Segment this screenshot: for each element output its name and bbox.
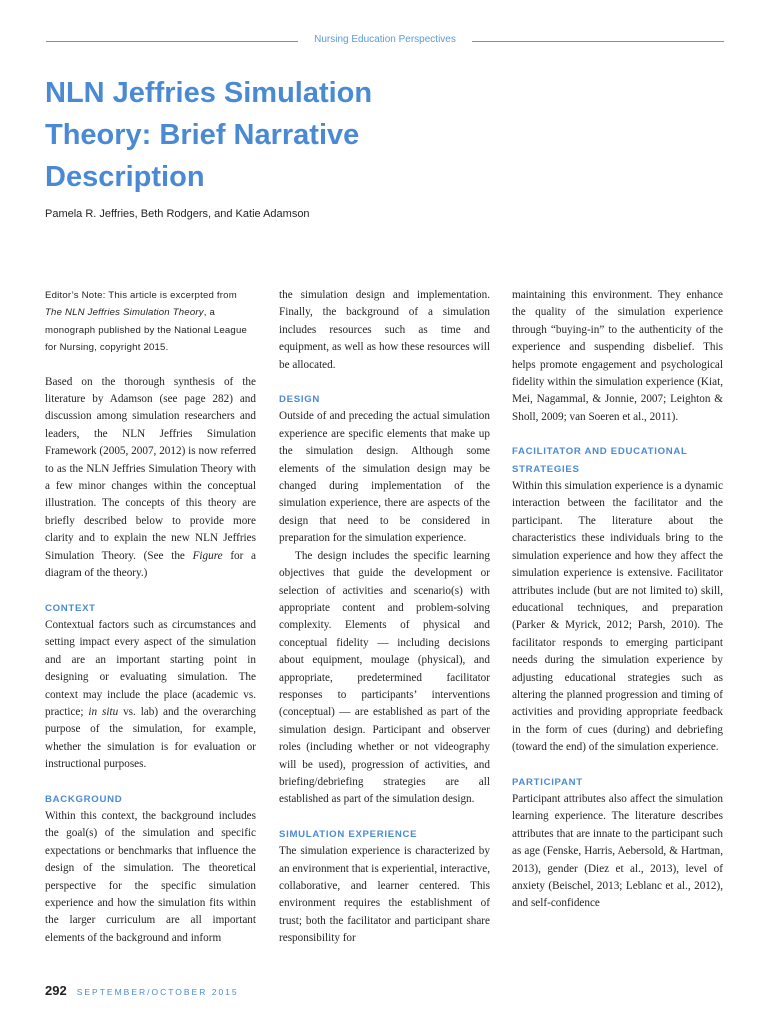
intro-paragraph [45, 374, 256, 583]
column-3 [512, 287, 723, 913]
page-number: 292 [45, 983, 67, 998]
design-paragraph-2: The design includes the specific learning objectives that guide the development or selection of activities and scenario(s) with appropriate content and problem-solving complexity. Elements of physical and conceptual fidelity — including decisions about equipment, moulage (physical), and appropriate, predetermined facilitator responses to participants’ interventions (conceptual) — are established as part of the simulation design. Participant and observer roles (including whether or not videography will be used), progression of activities, and briefing/debriefing strategies are all established as part of the simulation design. [279, 549, 490, 806]
header-rule-left [46, 41, 298, 42]
book-title: The NLN Jeffries Simulation Theory [45, 307, 204, 319]
context-text: Contextual factors such as circumstances and setting impact every aspect of the simulation and are an important starting point in designing or evaluating simulation. The context may include the place (academic vs. practice; [45, 618, 256, 718]
background-paragraph-continued: the simulation design and implementation. Finally, the background of a simulation includes resources such as time and equipment, as well as how these resources will be allocated. [279, 289, 490, 371]
section-heading-facilitator [512, 443, 723, 478]
editors-note [45, 287, 256, 357]
editors-note-suffix: , a monograph published by the National League for Nursing, copyright 2015. [45, 307, 248, 354]
facilitator-heading-line-1: FACILITATOR AND EDUCATIONAL [512, 446, 688, 458]
context-paragraph [45, 617, 256, 774]
header-rule-right [472, 41, 724, 42]
journal-name: Nursing Education Perspectives [314, 34, 456, 45]
title-line-1: NLN Jeffries Simulation [45, 77, 373, 109]
section-heading-design: DESIGN [279, 394, 320, 406]
page-footer [45, 982, 239, 1002]
article-title [45, 72, 565, 198]
intro-text-end: for a diagram of the theory.) [45, 549, 257, 580]
editors-note-prefix: Editor’s Note: This article is excerpted from [45, 290, 237, 301]
running-head [46, 33, 724, 49]
figure-reference: Figure [192, 549, 223, 562]
title-line-2: Theory: Brief Narrative [45, 119, 360, 151]
facilitator-heading-line-2: STRATEGIES [512, 463, 580, 475]
intro-text: Based on the thorough synthesis of the literature by Adamson (see page 282) and discussion among simulation researchers and leaders, the NLN Jeffries Simulation Framework (2005, 2007, 2012) is now referred to as the NLN Jeffries Simulation Theory with a few minor changes within the conceptual illustration. The concepts of this theory are briefly described below to provide more clarity and to explain the new NLN Jeffries Simulation Theory. (See the [45, 375, 256, 562]
design-paragraph-1: Outside of and preceding the actual simulation experience are specific elements that make up the simulation design. Although some elements of the simulation design may be changed during implementation of the simulation experience, there are aspects of the design that need to be considered in preparation for the simulation experience. [279, 410, 490, 545]
simulation-experience-paragraph-continued: maintaining this environment. They enhance the quality of the simulation experience through “buying-in” to the authenticity of the experience and suspending disbelief. This helps promote engagement and psychological fidelity within the simulation experience (Kiat, Mei, Nagammal, & Jonnie, 2007; Leighton & Sholl, 2009; van Soeren et al., 2011). [512, 289, 723, 423]
section-heading-context: CONTEXT [45, 602, 96, 614]
facilitator-paragraph: Within this simulation experience is a dynamic interaction between the facilitator and the participant. The literature about the characteristics these individuals bring to the simulation experience and how they affect the simulation experience is extensive. Facilitator attributes include (but are not limited to) skill, educational techniques, and preparation (Parker & Myrick, 2012; Parsh, 2010). The facilitator responds to emerging participant needs during the simulation experience by adjusting educational strategies such as altering the planned progression and timing of activities and providing appropriate feedback in the form of cues (during) and debriefing (toward the end) of the simulation experience. [512, 480, 723, 754]
column-1 [45, 287, 256, 947]
context-text-end: vs. lab) and the overarching purpose of the simulation, for example, whether the simulation is for evaluation or instructional purposes. [45, 705, 256, 771]
column-2 [279, 287, 490, 948]
simulation-experience-paragraph: The simulation experience is characterized by an environment that is experiential, interactive, collaborative, and learner centered. This environment requires the establishment of trust; both the facilitator and participant share responsibility for [279, 845, 490, 945]
background-paragraph: Within this context, the background includes the goal(s) of the simulation and specific expectations or benchmarks that influence the design of the simulation. The theoretical perspective for the specific simulation experience and how the simulation fits within the larger curriculum are all important elements of the background and inform [45, 809, 256, 944]
in-situ-term: in situ [88, 705, 119, 718]
section-heading-background: BACKGROUND [45, 793, 123, 805]
participant-paragraph: Participant attributes also affect the simulation learning experience. The literature describes attributes that are innate to the participant such as age (Fenske, Harris, Aebersold, & Hartman, 2013), gender (Diez et al., 2013), level of anxiety (Beischel, 2013; Leblanc et al., 2012), and self-confidence [512, 792, 723, 910]
title-line-3: Description [45, 161, 205, 193]
author-byline: Pamela R. Jeffries, Beth Rodgers, and Katie Adamson [45, 208, 310, 220]
issue-date: SEPTEMBER/OCTOBER 2015 [76, 987, 239, 997]
section-heading-simulation-experience: SIMULATION EXPERIENCE [279, 828, 418, 840]
section-heading-participant: PARTICIPANT [512, 776, 583, 788]
